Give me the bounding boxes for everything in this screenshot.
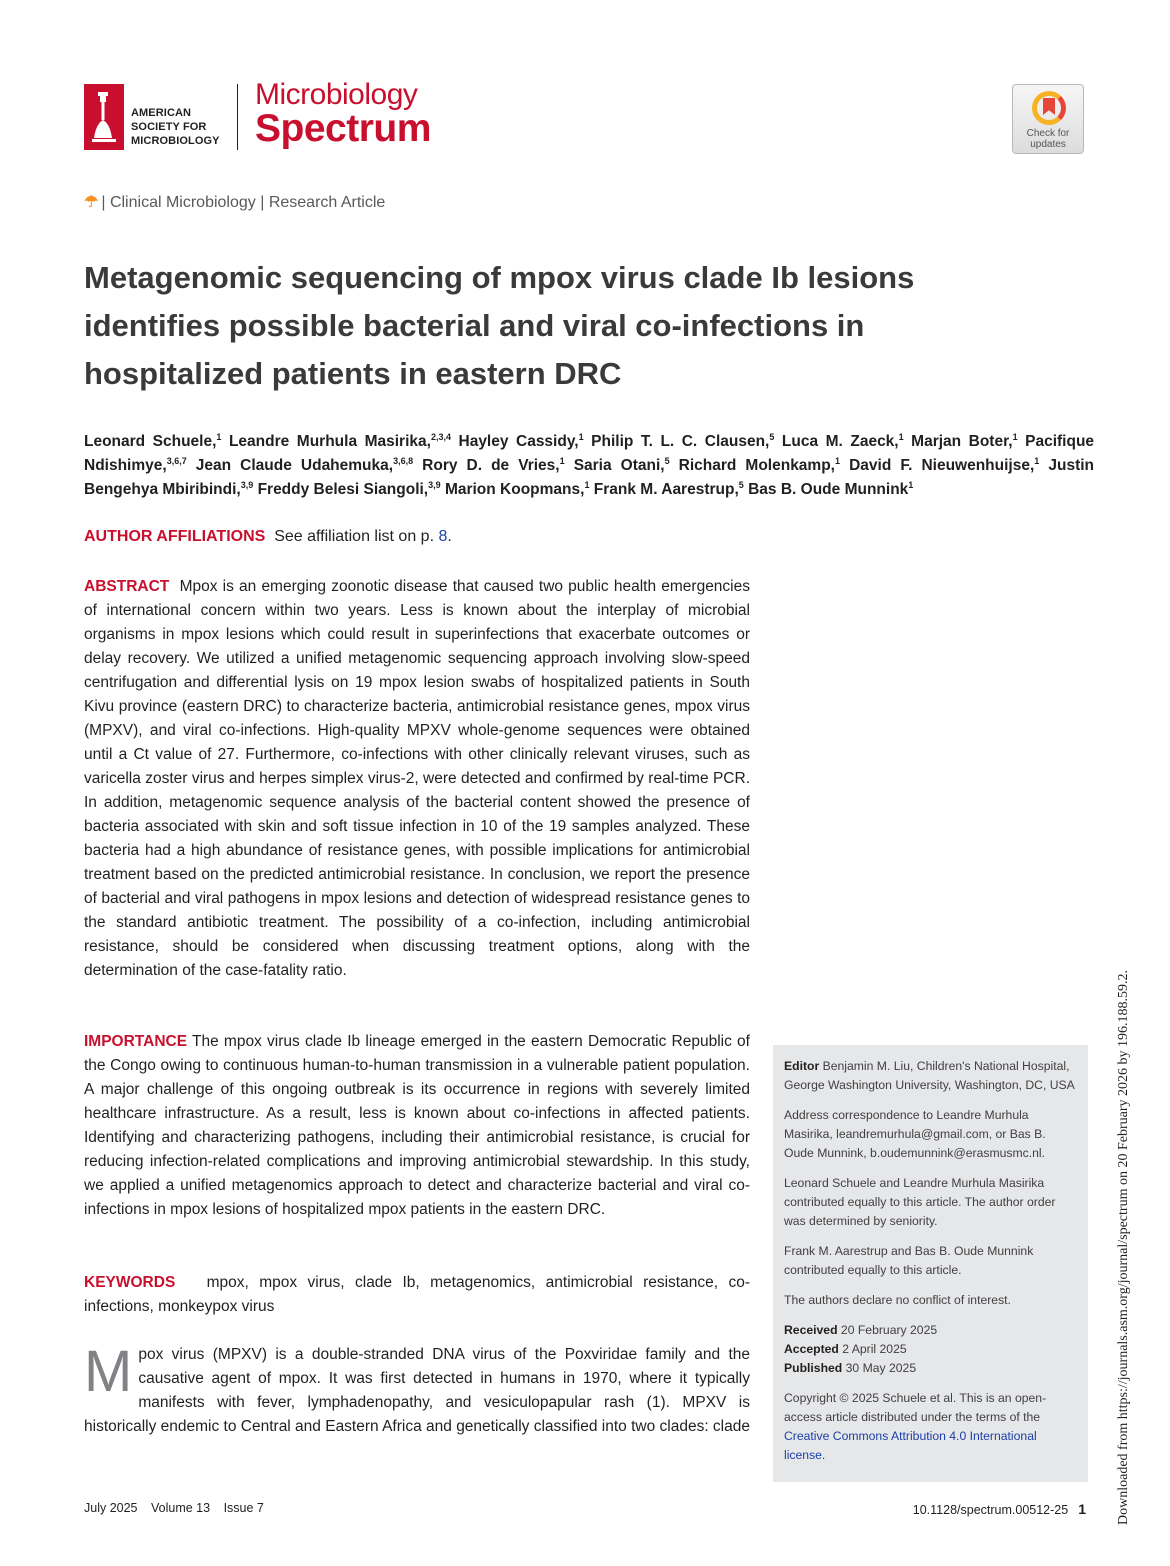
copyright-text: Copyright © 2025 Schuele et al. This is an open-access article distributed under the terms of the xyxy=(784,1391,1047,1424)
society-line: MICROBIOLOGY xyxy=(131,135,220,147)
author-name: Marion Koopmans, xyxy=(444,481,585,498)
importance-text: The mpox virus clade Ib lineage emerged in the eastern Democratic Republic of the Congo owing to continuous human-to-human transmission in a vulnerable patient population. A major challenge of this ongoing outbreak is its occurrence in regions with severely limited healthcare infrastructure. As a result, less is known about co-infections in affected patients. Identifying and characterizing pathogens, including their antimicrobial resistance, is crucial for reducing infection-related complications and improving antimicrobial stewardship. In this study, we applied a unified metagenomics approach to detect and characterize bacterial and viral co-infections in mpox lesions of hospitalized mpox patients in the eastern DRC. xyxy=(84,1033,750,1218)
published-label: Published xyxy=(784,1361,843,1375)
footer-date: July 2025 xyxy=(84,1501,138,1515)
author-name: Justin Bengehya Mbiribindi, xyxy=(84,457,1095,498)
author-name: Jean Claude Udahemuka, xyxy=(195,457,394,474)
author-name: Saria Otani, xyxy=(573,457,665,474)
society-line: SOCIETY FOR xyxy=(131,121,207,133)
author-affiliation-marker: 1 xyxy=(584,479,590,490)
author-list xyxy=(84,430,1094,502)
keywords-text: mpox, mpox virus, clade Ib, metagenomics, antimicrobial resistance, co-infections, monkeypox virus xyxy=(84,1274,750,1315)
author-name: Marjan Boter, xyxy=(911,433,1013,450)
article-info-box xyxy=(773,1045,1088,1482)
received-label: Received xyxy=(784,1323,838,1337)
author-name: Freddy Belesi Siangoli, xyxy=(257,481,429,498)
author-affiliation-marker: 3,9 xyxy=(240,479,254,490)
footer-issue: Issue 7 xyxy=(223,1501,264,1515)
introduction-text xyxy=(84,1339,750,1439)
author-name: Frank M. Aarestrup, xyxy=(593,481,739,498)
intro-body: pox virus (MPXV) is a double-stranded DNA virus of the Poxviridae family and the causative agent of mpox. It was first detected in humans in 1970, where it typically manifests with fever, lymphadenopathy, and vesiculopapular rash (1). MPXV is historically endemic to Central and Eastern Africa and genetically classified into two clades: clade xyxy=(84,1346,750,1435)
abstract-heading: ABSTRACT xyxy=(84,578,170,595)
author-affiliation-marker: 3,9 xyxy=(428,479,441,490)
drop-cap: M xyxy=(84,1339,133,1404)
author-name: David F. Nieuwenhuijse, xyxy=(849,457,1035,474)
equal-contribution-1: Leonard Schuele and Leandre Murhula Masirika contributed equally to this article. The author order was determined by seniority. xyxy=(784,1176,1056,1228)
author-affiliation-marker: 1 xyxy=(1034,455,1040,466)
author-affiliation-marker: 1 xyxy=(1012,431,1018,442)
footer-volume: Volume 13 xyxy=(151,1501,211,1515)
published-date: 30 May 2025 xyxy=(845,1361,917,1375)
check-updates-label: Check for updates xyxy=(1026,128,1070,150)
author-name: Hayley Cassidy, xyxy=(458,433,579,450)
editor-info xyxy=(784,1057,1077,1095)
journal-name-bottom: Spectrum xyxy=(255,107,431,150)
author-affiliation-marker: 1 xyxy=(216,431,222,442)
keywords-heading: KEYWORDS xyxy=(84,1274,176,1291)
affiliations-heading: AUTHOR AFFILIATIONS xyxy=(84,528,266,545)
page-number: 1 xyxy=(1078,1501,1086,1517)
copyright-info xyxy=(784,1389,1077,1465)
abstract xyxy=(84,575,750,983)
author-affiliation-marker: 3,6,7 xyxy=(166,455,187,466)
category-text: | Clinical Microbiology | Research Article xyxy=(101,194,386,211)
author-affiliation-marker: 2,3,4 xyxy=(430,431,451,442)
author-affiliation-marker: 1 xyxy=(898,431,904,442)
correspondence-info: Address correspondence to Leandre Murhula Masirika, leandremurhula@gmail.com, or Bas B. Oude Munnink, b.oudemunnink@erasmusmc.nl. xyxy=(784,1108,1046,1160)
conflict-statement: The authors declare no conflict of interest. xyxy=(784,1293,1011,1307)
keywords xyxy=(84,1271,750,1319)
accepted-date: 2 April 2025 xyxy=(842,1342,907,1356)
equal-contribution-2: Frank M. Aarestrup and Bas B. Oude Munnink contributed equally to this article. xyxy=(784,1244,1034,1277)
paper-title: Metagenomic sequencing of mpox virus clade Ib lesions identifies possible bacterial and viral co-infections in hospitalized patients in eastern DRC xyxy=(84,260,915,391)
editor-text: Benjamin M. Liu, Children's National Hospital, George Washington University, Washington, DC, USA xyxy=(784,1059,1075,1092)
footer-issue-info xyxy=(84,1501,274,1515)
author-name: Richard Molenkamp, xyxy=(678,457,835,474)
importance-heading: IMPORTANCE xyxy=(84,1033,188,1050)
affiliations-page-link[interactable]: 8 xyxy=(438,528,448,545)
article-category xyxy=(84,192,385,212)
download-watermark: Downloaded from https://journals.asm.org/journal/spectrum on 20 February 2026 by 196.188.59.2. xyxy=(1116,969,1131,1525)
check-for-updates-button[interactable] xyxy=(1012,84,1084,154)
open-access-icon: ☂ xyxy=(84,194,99,211)
affiliations-end: . xyxy=(447,528,452,545)
author-name: Leonard Schuele, xyxy=(84,433,217,450)
affiliations-text: See affiliation list on p. xyxy=(274,528,435,545)
author-affiliation-marker: 5 xyxy=(664,455,670,466)
abstract-text: Mpox is an emerging zoonotic disease that caused two public health emergencies of international concern within two years. Less is known about the interplay of microbial organisms in mpox lesions which could result in superinfections that exacerbate outcomes or delay recovery. We utilized a unified metagenomic sequencing approach involving slow-speed centrifugation and differential lysis on 19 mpox lesion swabs of hospitalized patients in South Kivu province (eastern DRC) to characterize bacteria, antimicrobial resistance genes, mpox virus (MPXV), and viral co-infections. High-quality MPXV whole-genome sequences were obtained until a Ct value of 27. Furthermore, co-infections with other clinically relevant viruses, such as varicella zoster virus and herpes simplex virus-2, were detected and confirmed by real-time PCR. In addition, metagenomic sequence analysis of the bacterial content showed the presence of bacteria associated with skin and soft tissue infection in 10 of the 19 samples analyzed. These bacteria had a high abundance of resistance genes, with possible implications for antimicrobial treatment based on the predicted antimicrobial resistance. In conclusion, we report the presence of bacterial and viral pathogens in mpox lesions and detection of widespread resistance genes to the standard antibiotic treatment. The possibility of a co-infection, including antimicrobial resistance, should be considered when discussing treatment options, along with the determination of the case-fatality ratio. xyxy=(84,578,750,979)
author-affiliation-marker: 5 xyxy=(738,479,744,490)
author-affiliation-marker: 1 xyxy=(908,479,914,490)
author-affiliation-marker: 1 xyxy=(578,431,584,442)
license-link[interactable]: Creative Commons Attribution 4.0 International license. xyxy=(784,1429,1037,1462)
author-name: Pacifique Ndishimye, xyxy=(84,433,1095,474)
author-affiliations xyxy=(84,528,452,546)
author-affiliation-marker: 1 xyxy=(835,455,841,466)
author-affiliation-marker: 5 xyxy=(769,431,775,442)
article-dates xyxy=(784,1321,1077,1378)
author-name: Leandre Murhula Masirika, xyxy=(228,433,431,450)
author-name: Philip T. L. C. Clausen, xyxy=(591,433,770,450)
asm-logo xyxy=(84,84,234,150)
journal-name-top: Microbiology xyxy=(255,78,418,111)
author-name: Bas B. Oude Munnink xyxy=(748,481,909,498)
accepted-label: Accepted xyxy=(784,1342,839,1356)
society-name xyxy=(131,106,220,148)
asm-emblem-icon xyxy=(84,84,124,150)
journal-logo xyxy=(255,80,431,148)
author-affiliation-marker: 3,6,8 xyxy=(393,455,414,466)
footer-doi[interactable]: 10.1128/spectrum.00512-25 xyxy=(912,1503,1069,1517)
society-line: AMERICAN xyxy=(131,107,192,119)
editor-label: Editor xyxy=(784,1059,820,1073)
footer-doi-page xyxy=(870,1501,1086,1517)
importance xyxy=(84,1030,750,1222)
author-affiliation-marker: 1 xyxy=(559,455,565,466)
logo-divider xyxy=(237,84,238,150)
author-name: Rory D. de Vries, xyxy=(422,457,560,474)
received-date: 20 February 2025 xyxy=(840,1323,938,1337)
author-name: Luca M. Zaeck, xyxy=(781,433,899,450)
